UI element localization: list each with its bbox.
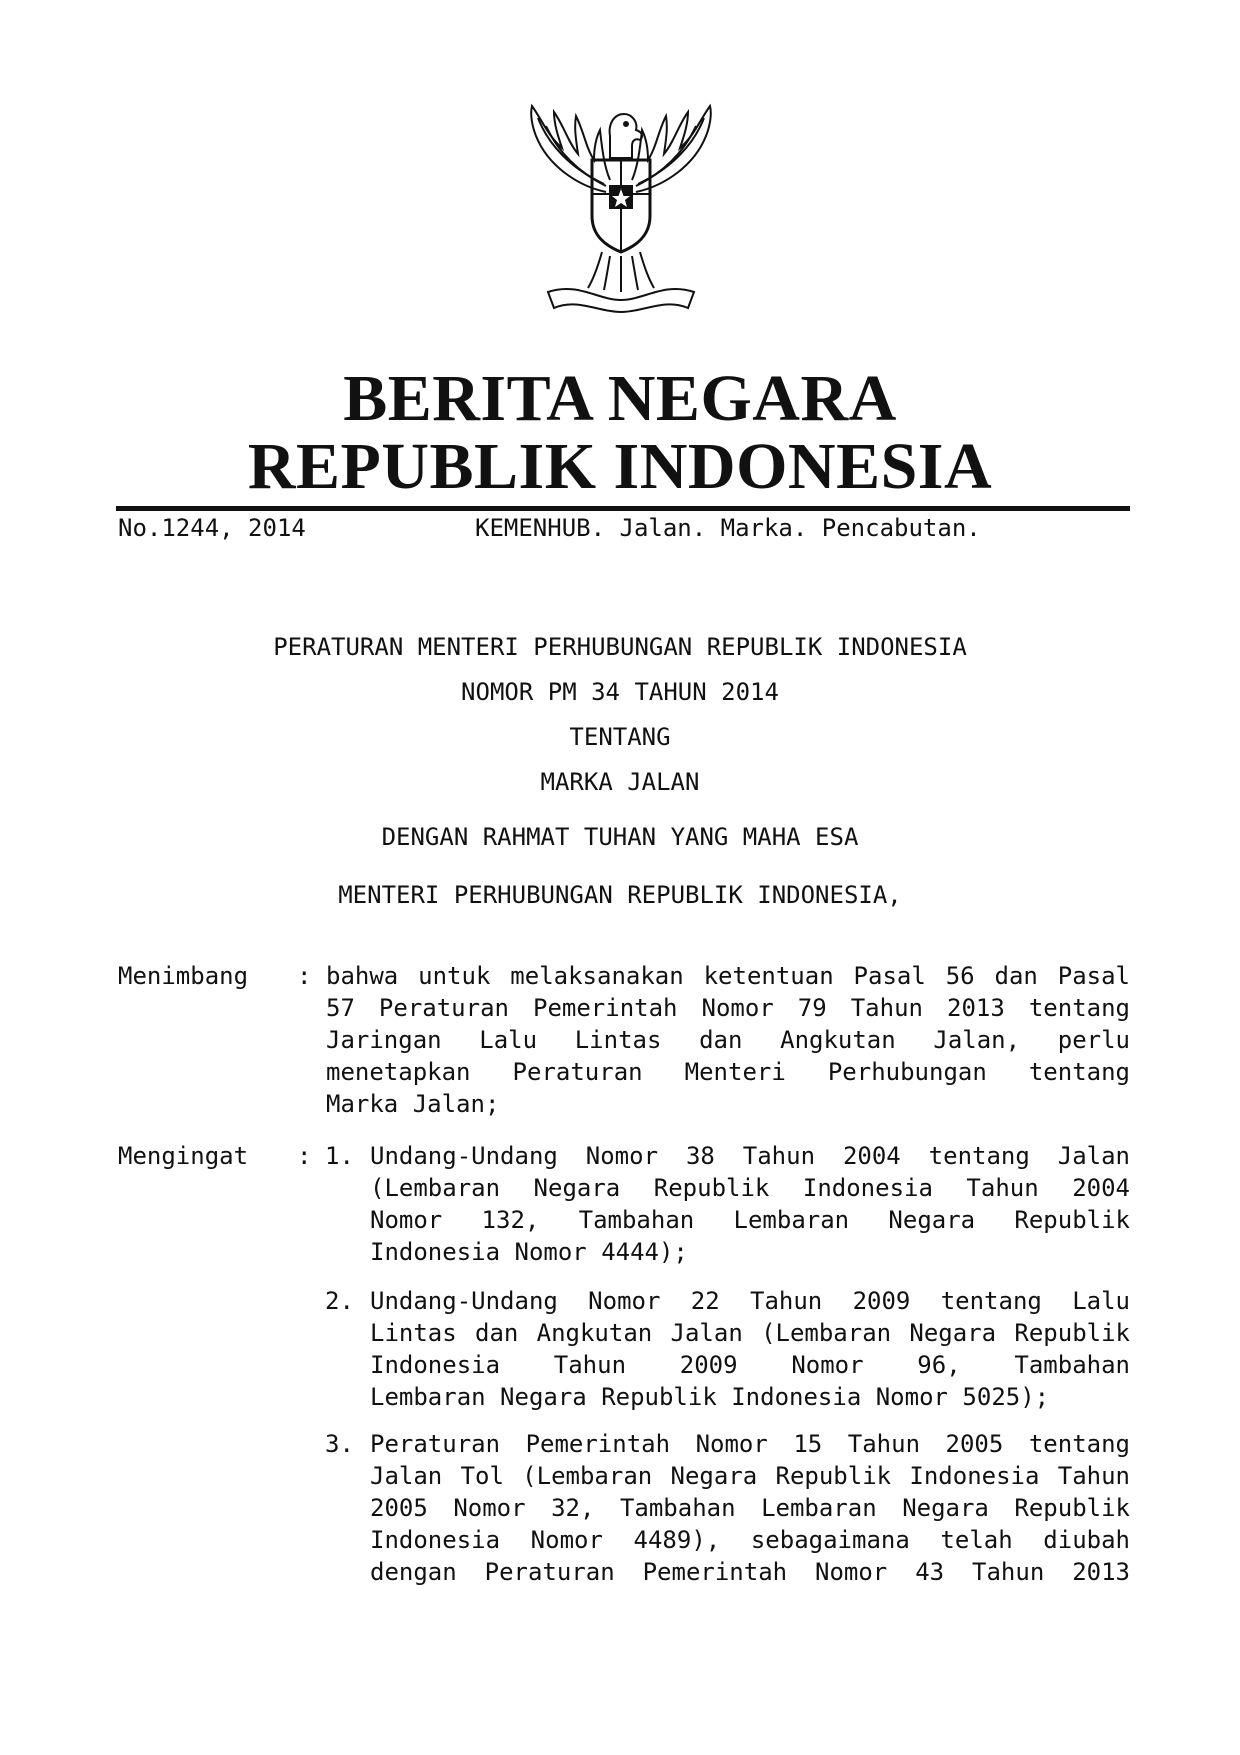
regulation-about-label: TENTANG — [569, 723, 671, 751]
mengingat-line: Indonesia Nomor 4444); — [370, 1238, 688, 1266]
regulation-title: PERATURAN MENTERI PERHUBUNGAN REPUBLIK INDONESIA — [273, 633, 967, 661]
invocation: DENGAN RAHMAT TUHAN YANG MAHA ESA — [381, 823, 859, 851]
mengingat-item-text — [370, 1140, 1130, 1268]
gazette-title-line1: BERITA NEGARA — [343, 362, 897, 435]
mengingat-line: Lintas dan Angkutan Jalan (Lembaran Negara Republik — [370, 1319, 1130, 1347]
gazette-title-line2: REPUBLIK INDONESIA — [247, 430, 993, 503]
garuda-pancasila-emblem — [518, 96, 724, 314]
mengingat-line: Nomor 132, Tambahan Lembaran Negara Republik — [370, 1206, 1130, 1234]
mengingat-line: Undang-Undang Nomor 22 Tahun 2009 tentang Lalu — [370, 1287, 1130, 1315]
gazette-topic: KEMENHUB. Jalan. Marka. Pencabutan. — [475, 514, 981, 542]
minister-title: MENTERI PERHUBUNGAN REPUBLIK INDONESIA, — [338, 881, 902, 909]
mengingat-line: (Lembaran Negara Republik Indonesia Tahun 2004 — [370, 1174, 1130, 1202]
menimbang-line: Jaringan Lalu Lintas dan Angkutan Jalan, perlu — [326, 1026, 1130, 1054]
menimbang-line: bahwa untuk melaksanakan ketentuan Pasal 56 dan Pasal — [326, 962, 1130, 990]
regulation-subject: MARKA JALAN — [540, 768, 700, 796]
mengingat-line: Undang-Undang Nomor 38 Tahun 2004 tentang Jalan — [370, 1142, 1130, 1170]
menimbang-line: menetapkan Peraturan Menteri Perhubungan tentang — [326, 1058, 1130, 1086]
menimbang-line: Marka Jalan; — [326, 1090, 500, 1118]
mengingat-line: Lembaran Negara Republik Indonesia Nomor 5025); — [370, 1383, 1050, 1411]
mengingat-item-number: 1. — [325, 1142, 354, 1170]
mengingat-line: 2005 Nomor 32, Tambahan Lembaran Negara Republik — [370, 1494, 1130, 1522]
mengingat-item-text — [370, 1428, 1130, 1588]
menimbang-colon: : — [297, 962, 312, 990]
header-rule — [116, 506, 1130, 511]
mengingat-line: Indonesia Nomor 4489), sebagaimana telah diubah — [370, 1526, 1130, 1554]
mengingat-item-text — [370, 1285, 1130, 1413]
menimbang-text — [326, 960, 1130, 1120]
mengingat-item-number: 2. — [325, 1287, 354, 1315]
menimbang-line: 57 Peraturan Pemerintah Nomor 79 Tahun 2013 tentang — [326, 994, 1130, 1022]
mengingat-colon: : — [297, 1142, 312, 1170]
mengingat-line: dengan Peraturan Pemerintah Nomor 43 Tahun 2013 — [370, 1558, 1130, 1586]
menimbang-label: Menimbang — [118, 962, 249, 990]
mengingat-item-number: 3. — [325, 1430, 354, 1458]
mengingat-line: Indonesia Tahun 2009 Nomor 96, Tambahan — [370, 1351, 1130, 1379]
mengingat-label: Mengingat — [118, 1142, 249, 1170]
gazette-number: No.1244, 2014 — [118, 514, 306, 542]
mengingat-line: Peraturan Pemerintah Nomor 15 Tahun 2005 tentang — [370, 1430, 1130, 1458]
regulation-number: NOMOR PM 34 TAHUN 2014 — [461, 678, 779, 706]
mengingat-line: Jalan Tol (Lembaran Negara Republik Indonesia Tahun — [370, 1462, 1130, 1490]
